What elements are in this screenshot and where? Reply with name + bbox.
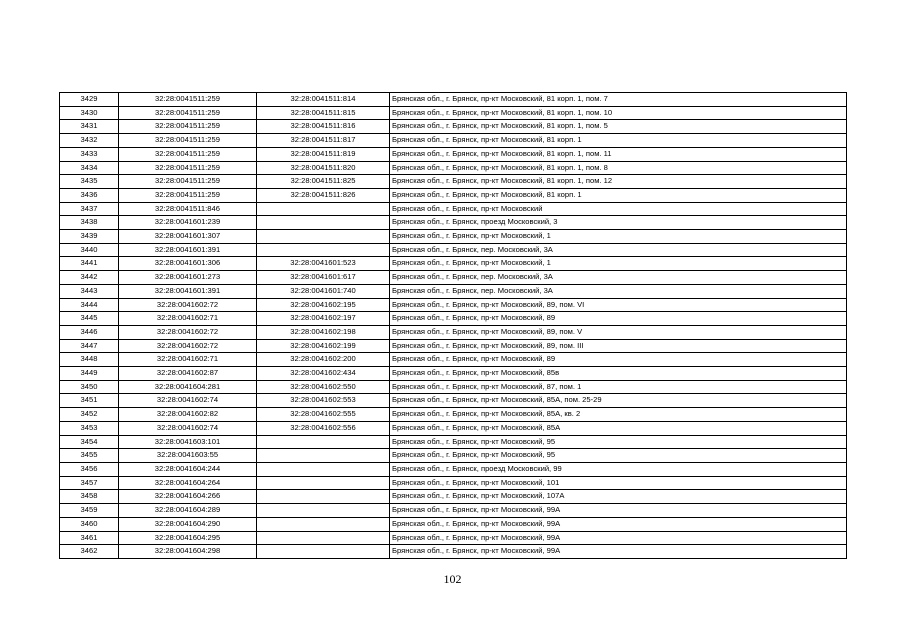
- table-row: [60, 312, 847, 326]
- row-number-cell: 3445: [60, 312, 119, 326]
- address-cell: Брянская обл., г. Брянск, пр-кт Московский, 101: [390, 476, 847, 490]
- table-row: [60, 243, 847, 257]
- cadastral-number-cell: 32:28:0041602:72: [119, 325, 257, 339]
- object-cadastral-number-cell: 32:28:0041511:825: [257, 175, 390, 189]
- object-cadastral-number-cell: 32:28:0041511:814: [257, 93, 390, 107]
- row-number-cell: 3439: [60, 230, 119, 244]
- address-cell: Брянская обл., г. Брянск, пер. Московский, 3А: [390, 284, 847, 298]
- address-cell: Брянская обл., г. Брянск, пр-кт Московский: [390, 202, 847, 216]
- address-cell: Брянская обл., г. Брянск, пр-кт Московский, 89, пом. VI: [390, 298, 847, 312]
- table-row: [60, 353, 847, 367]
- cadastral-number-cell: 32:28:0041604:298: [119, 545, 257, 559]
- address-cell: Брянская обл., г. Брянск, проезд Московский, 99: [390, 462, 847, 476]
- object-cadastral-number-cell: [257, 243, 390, 257]
- table-row: [60, 325, 847, 339]
- table-row: [60, 93, 847, 107]
- cadastral-number-cell: 32:28:0041511:259: [119, 93, 257, 107]
- object-cadastral-number-cell: 32:28:0041511:815: [257, 106, 390, 120]
- object-cadastral-number-cell: 32:28:0041602:550: [257, 380, 390, 394]
- cadastral-number-cell: 32:28:0041511:259: [119, 106, 257, 120]
- object-cadastral-number-cell: 32:28:0041602:556: [257, 421, 390, 435]
- table-row: [60, 120, 847, 134]
- row-number-cell: 3448: [60, 353, 119, 367]
- object-cadastral-number-cell: [257, 435, 390, 449]
- cadastral-number-cell: 32:28:0041511:259: [119, 188, 257, 202]
- object-cadastral-number-cell: 32:28:0041602:555: [257, 408, 390, 422]
- object-cadastral-number-cell: 32:28:0041511:816: [257, 120, 390, 134]
- address-cell: Брянская обл., г. Брянск, пр-кт Московский, 1: [390, 257, 847, 271]
- table-row: [60, 230, 847, 244]
- address-cell: Брянская обл., г. Брянск, пр-кт Московский, 81 корп. 1, пом. 12: [390, 175, 847, 189]
- address-cell: Брянская обл., г. Брянск, пр-кт Московский, 81 корп. 1, пом. 10: [390, 106, 847, 120]
- row-number-cell: 3441: [60, 257, 119, 271]
- table-row: [60, 421, 847, 435]
- cadastral-number-cell: 32:28:0041604:290: [119, 517, 257, 531]
- address-cell: Брянская обл., г. Брянск, пер. Московский, 3А: [390, 243, 847, 257]
- object-cadastral-number-cell: [257, 531, 390, 545]
- row-number-cell: 3455: [60, 449, 119, 463]
- cadastral-number-cell: 32:28:0041511:259: [119, 175, 257, 189]
- row-number-cell: 3452: [60, 408, 119, 422]
- table-row: [60, 380, 847, 394]
- address-cell: Брянская обл., г. Брянск, пр-кт Московский, 99А: [390, 531, 847, 545]
- row-number-cell: 3449: [60, 367, 119, 381]
- cadastral-number-cell: 32:28:0041602:74: [119, 394, 257, 408]
- cadastral-number-cell: 32:28:0041602:71: [119, 312, 257, 326]
- row-number-cell: 3447: [60, 339, 119, 353]
- table-row: [60, 284, 847, 298]
- object-cadastral-number-cell: 32:28:0041602:200: [257, 353, 390, 367]
- table-row: [60, 147, 847, 161]
- row-number-cell: 3443: [60, 284, 119, 298]
- object-cadastral-number-cell: [257, 449, 390, 463]
- table-row: [60, 161, 847, 175]
- page-number: 102: [443, 572, 462, 586]
- cadastral-number-cell: 32:28:0041601:239: [119, 216, 257, 230]
- row-number-cell: 3435: [60, 175, 119, 189]
- cadastral-number-cell: 32:28:0041511:846: [119, 202, 257, 216]
- cadastral-number-cell: 32:28:0041511:259: [119, 134, 257, 148]
- cadastral-number-cell: 32:28:0041601:273: [119, 271, 257, 285]
- object-cadastral-number-cell: [257, 517, 390, 531]
- address-cell: Брянская обл., г. Брянск, пр-кт Московский, 89, пом. III: [390, 339, 847, 353]
- cadastral-number-cell: 32:28:0041601:306: [119, 257, 257, 271]
- cadastral-number-cell: 32:28:0041603:55: [119, 449, 257, 463]
- table-row: [60, 435, 847, 449]
- cadastral-number-cell: 32:28:0041602:71: [119, 353, 257, 367]
- address-cell: Брянская обл., г. Брянск, пр-кт Московский, 81 корп. 1, пом. 5: [390, 120, 847, 134]
- cadastral-number-cell: 32:28:0041602:74: [119, 421, 257, 435]
- row-number-cell: 3429: [60, 93, 119, 107]
- registry-table-body: [60, 93, 847, 559]
- row-number-cell: 3457: [60, 476, 119, 490]
- cadastral-number-cell: 32:28:0041604:289: [119, 504, 257, 518]
- row-number-cell: 3460: [60, 517, 119, 531]
- cadastral-number-cell: 32:28:0041601:391: [119, 243, 257, 257]
- cadastral-number-cell: 32:28:0041604:244: [119, 462, 257, 476]
- row-number-cell: 3437: [60, 202, 119, 216]
- table-row: [60, 476, 847, 490]
- address-cell: Брянская обл., г. Брянск, пр-кт Московский, 95: [390, 435, 847, 449]
- table-row: [60, 298, 847, 312]
- cadastral-number-cell: 32:28:0041511:259: [119, 120, 257, 134]
- row-number-cell: 3459: [60, 504, 119, 518]
- cadastral-number-cell: 32:28:0041602:87: [119, 367, 257, 381]
- address-cell: Брянская обл., г. Брянск, пр-кт Московский, 1: [390, 230, 847, 244]
- row-number-cell: 3461: [60, 531, 119, 545]
- address-cell: Брянская обл., г. Брянск, пр-кт Московский, 85А, кв. 2: [390, 408, 847, 422]
- address-cell: Брянская обл., г. Брянск, пр-кт Московский, 81 корп. 1: [390, 134, 847, 148]
- row-number-cell: 3436: [60, 188, 119, 202]
- address-cell: Брянская обл., г. Брянск, пр-кт Московский, 85А: [390, 421, 847, 435]
- row-number-cell: 3444: [60, 298, 119, 312]
- object-cadastral-number-cell: [257, 462, 390, 476]
- address-cell: Брянская обл., г. Брянск, пр-кт Московский, 99А: [390, 517, 847, 531]
- object-cadastral-number-cell: [257, 545, 390, 559]
- row-number-cell: 3432: [60, 134, 119, 148]
- table-row: [60, 504, 847, 518]
- table-row: [60, 257, 847, 271]
- cadastral-number-cell: 32:28:0041604:281: [119, 380, 257, 394]
- address-cell: Брянская обл., г. Брянск, пр-кт Московский, 99А: [390, 504, 847, 518]
- row-number-cell: 3450: [60, 380, 119, 394]
- cadastral-number-cell: 32:28:0041602:82: [119, 408, 257, 422]
- row-number-cell: 3454: [60, 435, 119, 449]
- cadastral-number-cell: 32:28:0041604:266: [119, 490, 257, 504]
- address-cell: Брянская обл., г. Брянск, проезд Московский, 3: [390, 216, 847, 230]
- row-number-cell: 3458: [60, 490, 119, 504]
- address-cell: Брянская обл., г. Брянск, пр-кт Московский, 89: [390, 312, 847, 326]
- object-cadastral-number-cell: 32:28:0041602:199: [257, 339, 390, 353]
- table-row: [60, 106, 847, 120]
- table-row: [60, 490, 847, 504]
- object-cadastral-number-cell: 32:28:0041602:195: [257, 298, 390, 312]
- row-number-cell: 3453: [60, 421, 119, 435]
- object-cadastral-number-cell: 32:28:0041602:197: [257, 312, 390, 326]
- table-row: [60, 462, 847, 476]
- cadastral-number-cell: 32:28:0041601:391: [119, 284, 257, 298]
- table-row: [60, 134, 847, 148]
- row-number-cell: 3434: [60, 161, 119, 175]
- address-cell: Брянская обл., г. Брянск, пр-кт Московский, 87, пом. 1: [390, 380, 847, 394]
- row-number-cell: 3442: [60, 271, 119, 285]
- object-cadastral-number-cell: 32:28:0041511:817: [257, 134, 390, 148]
- cadastral-number-cell: 32:28:0041602:72: [119, 339, 257, 353]
- object-cadastral-number-cell: 32:28:0041511:820: [257, 161, 390, 175]
- row-number-cell: 3438: [60, 216, 119, 230]
- row-number-cell: 3440: [60, 243, 119, 257]
- table-row: [60, 188, 847, 202]
- table-row: [60, 271, 847, 285]
- table-row: [60, 339, 847, 353]
- address-cell: Брянская обл., г. Брянск, пр-кт Московский, 99А: [390, 545, 847, 559]
- cadastral-number-cell: 32:28:0041603:101: [119, 435, 257, 449]
- object-cadastral-number-cell: [257, 202, 390, 216]
- object-cadastral-number-cell: [257, 476, 390, 490]
- table-row: [60, 517, 847, 531]
- address-cell: Брянская обл., г. Брянск, пер. Московский, 3А: [390, 271, 847, 285]
- table-row: [60, 408, 847, 422]
- object-cadastral-number-cell: [257, 216, 390, 230]
- row-number-cell: 3430: [60, 106, 119, 120]
- cadastral-number-cell: 32:28:0041511:259: [119, 147, 257, 161]
- object-cadastral-number-cell: 32:28:0041511:826: [257, 188, 390, 202]
- address-cell: Брянская обл., г. Брянск, пр-кт Московский, 85А, пом. 25-29: [390, 394, 847, 408]
- row-number-cell: 3451: [60, 394, 119, 408]
- address-cell: Брянская обл., г. Брянск, пр-кт Московский, 89: [390, 353, 847, 367]
- object-cadastral-number-cell: 32:28:0041601:740: [257, 284, 390, 298]
- object-cadastral-number-cell: 32:28:0041601:617: [257, 271, 390, 285]
- cadastral-number-cell: 32:28:0041604:264: [119, 476, 257, 490]
- object-cadastral-number-cell: 32:28:0041601:523: [257, 257, 390, 271]
- address-cell: Брянская обл., г. Брянск, пр-кт Московский, 81 корп. 1, пом. 7: [390, 93, 847, 107]
- object-cadastral-number-cell: [257, 490, 390, 504]
- cadastral-number-cell: 32:28:0041604:295: [119, 531, 257, 545]
- cadastral-number-cell: 32:28:0041511:259: [119, 161, 257, 175]
- row-number-cell: 3462: [60, 545, 119, 559]
- table-row: [60, 531, 847, 545]
- row-number-cell: 3446: [60, 325, 119, 339]
- table-row: [60, 449, 847, 463]
- cadastral-number-cell: 32:28:0041602:72: [119, 298, 257, 312]
- address-cell: Брянская обл., г. Брянск, пр-кт Московский, 89, пом. V: [390, 325, 847, 339]
- row-number-cell: 3431: [60, 120, 119, 134]
- object-cadastral-number-cell: [257, 230, 390, 244]
- object-cadastral-number-cell: 32:28:0041511:819: [257, 147, 390, 161]
- address-cell: Брянская обл., г. Брянск, пр-кт Московский, 85в: [390, 367, 847, 381]
- object-cadastral-number-cell: [257, 504, 390, 518]
- address-cell: Брянская обл., г. Брянск, пр-кт Московский, 81 корп. 1, пом. 11: [390, 147, 847, 161]
- object-cadastral-number-cell: 32:28:0041602:553: [257, 394, 390, 408]
- cadastral-number-cell: 32:28:0041601:307: [119, 230, 257, 244]
- address-cell: Брянская обл., г. Брянск, пр-кт Московский, 107А: [390, 490, 847, 504]
- object-cadastral-number-cell: 32:28:0041602:434: [257, 367, 390, 381]
- table-row: [60, 202, 847, 216]
- table-row: [60, 216, 847, 230]
- table-row: [60, 367, 847, 381]
- registry-table: [59, 92, 847, 559]
- address-cell: Брянская обл., г. Брянск, пр-кт Московский, 81 корп. 1, пом. 8: [390, 161, 847, 175]
- row-number-cell: 3433: [60, 147, 119, 161]
- row-number-cell: 3456: [60, 462, 119, 476]
- table-row: [60, 175, 847, 189]
- address-cell: Брянская обл., г. Брянск, пр-кт Московский, 95: [390, 449, 847, 463]
- address-cell: Брянская обл., г. Брянск, пр-кт Московский, 81 корп. 1: [390, 188, 847, 202]
- object-cadastral-number-cell: 32:28:0041602:198: [257, 325, 390, 339]
- table-row: [60, 545, 847, 559]
- table-row: [60, 394, 847, 408]
